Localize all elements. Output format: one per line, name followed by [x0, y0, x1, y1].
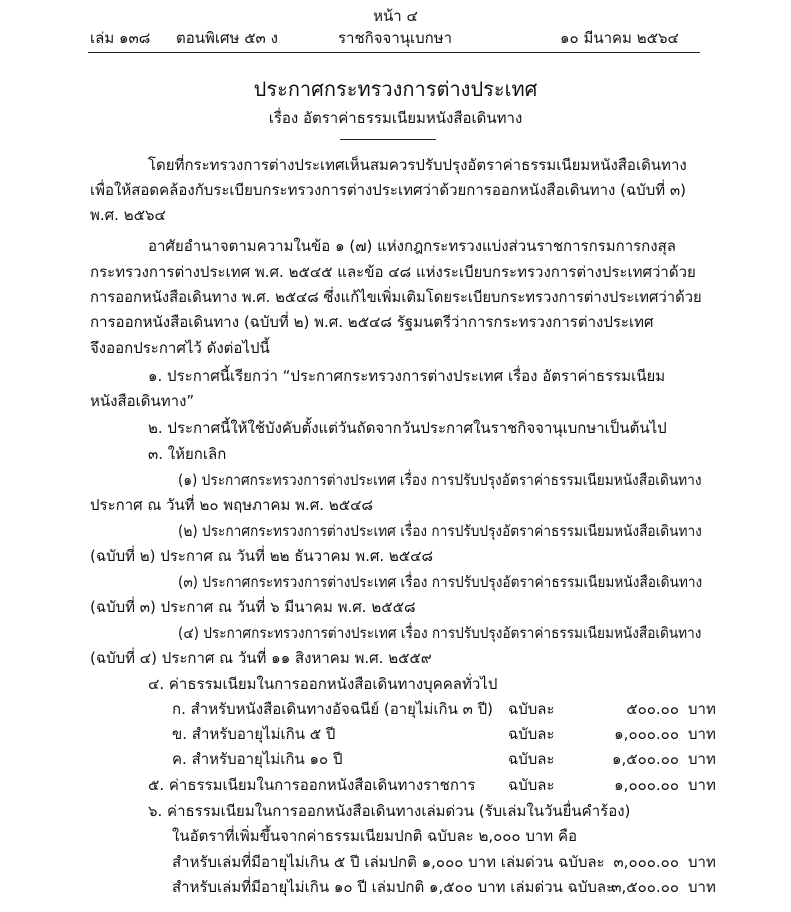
fee-label: ข. สำหรับอายุไม่เกิน ๕ ปี [172, 725, 336, 743]
fee-per: ฉบับละ [508, 725, 555, 743]
fee-amount: ๑,๐๐๐.๐๐ [614, 776, 679, 794]
authority-line: กระทรวงการต่างประเทศ พ.ศ. ๒๕๔๕ และข้อ ๔๘ แห่งระเบียบกระทรวงการต่างประเทศว่าด้วย [90, 263, 696, 281]
express-fee-unit: บาท [688, 878, 716, 896]
document-title: ประกาศกระทรวงการต่างประเทศ [253, 77, 538, 101]
issue-number: ตอนพิเศษ ๕๓ ง [176, 29, 278, 47]
clause-2: ๒. ประกาศนี้ให้ใช้บังคับตั้งแต่วันถัดจากวันประกาศในราชกิจจานุเบกษาเป็นต้นไป [148, 419, 667, 437]
preamble-line: โดยที่กระทรวงการต่างประเทศเห็นสมควรปรับปรุงอัตราค่าธรรมเนียมหนังสือเดินทาง [148, 156, 687, 174]
header-divider [88, 52, 700, 53]
repeal-item-date: (ฉบับที่ ๓) ประกาศ ณ วันที่ ๖ มีนาคม พ.ศ. ๒๕๕๘ [90, 598, 416, 616]
page-number: หน้า ๔ [373, 7, 418, 25]
express-fee-label: สำหรับเล่มที่มีอายุไม่เกิน ๕ ปี เล่มปกติ ๑,๐๐๐ บาท เล่มด่วน ฉบับละ [172, 853, 605, 871]
clause-1: ๑. ประกาศนี้เรียกว่า “ประกาศกระทรวงการต่างประเทศ เรื่อง อัตราค่าธรรมเนียม [148, 367, 666, 385]
preamble-line: เพื่อให้สอดคล้องกับระเบียบกระทรวงการต่างประเทศว่าด้วยการออกหนังสือเดินทาง (ฉบับที่ ๓) [90, 181, 686, 199]
title-divider [340, 139, 436, 140]
fee-per: ฉบับละ [508, 776, 555, 794]
repeal-item-date: ประกาศ ณ วันที่ ๒๐ พฤษภาคม พ.ศ. ๒๕๔๘ [90, 496, 373, 514]
fee-per: ฉบับละ [508, 700, 555, 718]
fee-per: ฉบับละ [508, 750, 555, 768]
preamble-line: พ.ศ. ๒๕๖๔ [90, 206, 166, 224]
clause-1-continued: หนังสือเดินทาง” [90, 392, 195, 410]
repeal-item-date: (ฉบับที่ ๔) ประกาศ ณ วันที่ ๑๑ สิงหาคม พ.ศ. ๒๕๕๙ [90, 649, 432, 667]
fee-unit: บาท [688, 725, 716, 743]
fee-unit: บาท [688, 750, 716, 768]
authority-line: การออกหนังสือเดินทาง (ฉบับที่ ๒) พ.ศ. ๒๕๔๘ รัฐมนตรีว่าการกระทรวงการต่างประเทศ [90, 313, 654, 331]
clause-6: ๖. ค่าธรรมเนียมในการออกหนังสือเดินทางเล่มด่วน (รับเล่มในวันยื่นคำร้อง) [148, 802, 631, 820]
repeal-item: (๑) ประกาศกระทรวงการต่างประเทศ เรื่อง การปรับปรุงอัตราค่าธรรมเนียมหนังสือเดินทาง [178, 471, 702, 489]
fee-amount: ๕๐๐.๐๐ [626, 700, 679, 718]
repeal-item: (๔) ประกาศกระทรวงการต่างประเทศ เรื่อง การปรับปรุงอัตราค่าธรรมเนียมหนังสือเดินทาง [178, 624, 702, 642]
clause-6-rate: ในอัตราที่เพิ่มขึ้นจากค่าธรรมเนียมปกติ ฉบับละ ๒,๐๐๐ บาท คือ [172, 827, 577, 845]
express-fee-amount: ๓,๐๐๐.๐๐ [613, 853, 679, 871]
repeal-item-date: (ฉบับที่ ๒) ประกาศ ณ วันที่ ๒๒ ธันวาคม พ.ศ. ๒๕๔๘ [90, 547, 434, 565]
express-fee-unit: บาท [688, 853, 716, 871]
fee-unit: บาท [688, 776, 716, 794]
express-fee-amount: ๓,๕๐๐.๐๐ [611, 878, 679, 896]
fee-amount: ๑,๕๐๐.๐๐ [611, 750, 679, 768]
repeal-item: (๓) ประกาศกระทรวงการต่างประเทศ เรื่อง การปรับปรุงอัตราค่าธรรมเนียมหนังสือเดินทาง [178, 573, 703, 591]
authority-line: จึงออกประกาศไว้ ดังต่อไปนี้ [90, 339, 270, 357]
fee-amount: ๑,๐๐๐.๐๐ [614, 725, 679, 743]
clause-3: ๓. ให้ยกเลิก [148, 445, 227, 463]
fee-label: ค. สำหรับอายุไม่เกิน ๑๐ ปี [172, 750, 343, 768]
authority-line: การออกหนังสือเดินทาง พ.ศ. ๒๕๔๘ ซึ่งแก้ไขเพิ่มเติมโดยระเบียบกระทรวงการต่างประเทศว่าด้วย [90, 288, 702, 306]
gazette-name: ราชกิจจานุเบกษา [338, 29, 453, 47]
publication-date: ๑๐ มีนาคม ๒๕๖๔ [560, 29, 679, 47]
authority-line: อาศัยอำนาจตามความในข้อ ๑ (๗) แห่งกฎกระทรวงแบ่งส่วนราชการกรมการกงสุล [148, 237, 676, 255]
express-fee-label: สำหรับเล่มที่มีอายุไม่เกิน ๑๐ ปี เล่มปกติ ๑,๕๐๐ บาท เล่มด่วน ฉบับละ [172, 878, 615, 896]
clause-4: ๔. ค่าธรรมเนียมในการออกหนังสือเดินทางบุคคลทั่วไป [148, 675, 498, 693]
clause-5: ๕. ค่าธรรมเนียมในการออกหนังสือเดินทางราชการ [148, 776, 476, 794]
fee-label: ก. สำหรับหนังสือเดินทางอัจฉนีย์ (อายุไม่เกิน ๓ ปี) [172, 700, 494, 718]
document-subject: เรื่อง อัตราค่าธรรมเนียมหนังสือเดินทาง [268, 109, 523, 127]
repeal-item: (๒) ประกาศกระทรวงการต่างประเทศ เรื่อง การปรับปรุงอัตราค่าธรรมเนียมหนังสือเดินทาง [178, 522, 702, 540]
fee-unit: บาท [688, 700, 716, 718]
volume-number: เล่ม ๑๓๘ [90, 29, 151, 47]
